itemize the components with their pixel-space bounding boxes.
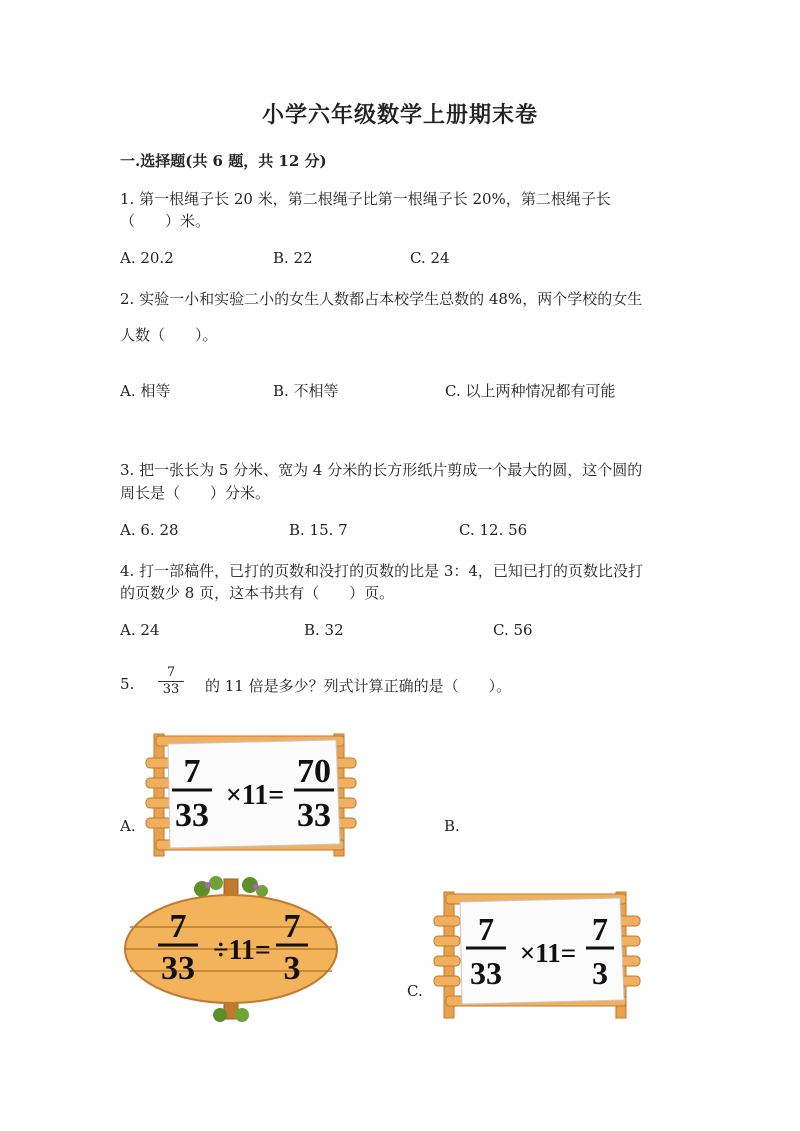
question-3-option-b[interactable]: B. 15. 7	[289, 521, 348, 539]
sign-c-denominator-1: 33	[470, 955, 502, 991]
sign-b-numerator-2: 7	[283, 908, 301, 945]
sign-c-operator: ×11=	[519, 938, 577, 968]
question-4-line-1: 4. 打一部稿件，已打的页数和没打的页数的比是 3：4，已知已打的页数比没打	[120, 562, 643, 580]
question-2-line-1: 2. 实验一小和实验二小的女生人数都占本校学生总数的 48%，两个学校的女生	[120, 290, 643, 308]
question-4-option-a[interactable]: A. 24	[120, 621, 160, 639]
question-1-line-2: （ ）米。	[120, 212, 211, 230]
sign-b-denominator-2: 3	[283, 950, 301, 987]
question-4-line-2: 的页数少 8 页，这本书共有（ ）页。	[120, 584, 395, 602]
fraction-numerator: 7	[158, 665, 184, 682]
question-5-option-a[interactable]: A.	[120, 817, 136, 835]
section-heading: 一.选择题(共 6 题，共 12 分)	[120, 152, 327, 170]
option-a-sign-image	[140, 728, 364, 858]
option-c-sign-image	[430, 888, 644, 1020]
sign-c-numerator-1: 7	[478, 911, 494, 947]
question-2-line-2: 人数（ ）。	[120, 326, 218, 344]
question-1-option-b[interactable]: B. 22	[273, 249, 313, 267]
question-5-number: 5.	[120, 675, 135, 693]
question-5-option-c[interactable]: C.	[407, 982, 423, 1000]
option-b-sign-image	[120, 875, 344, 1023]
question-3-line-2: 周长是（ ）分米。	[120, 484, 271, 502]
question-4-option-b[interactable]: B. 32	[304, 621, 344, 639]
sign-a-operator: ×11=	[225, 780, 285, 811]
sign-b-numerator-1: 7	[169, 908, 187, 945]
sign-c-denominator-2: 3	[592, 955, 608, 991]
question-2-option-b[interactable]: B. 不相等	[273, 382, 339, 400]
question-3-option-c[interactable]: C. 12. 56	[459, 521, 528, 539]
sign-a-numerator-1: 7	[183, 753, 201, 790]
question-3-line-1: 3. 把一张长为 5 分米、宽为 4 分米的长方形纸片剪成一个最大的圆，这个圆的	[120, 461, 643, 479]
question-2-option-c[interactable]: C. 以上两种情况都有可能	[445, 382, 616, 400]
question-1-option-c[interactable]: C. 24	[410, 249, 450, 267]
sign-b-operator: ÷11=	[213, 935, 271, 966]
fraction-denominator: 33	[162, 682, 180, 697]
sign-a-denominator-1: 33	[175, 797, 209, 834]
sign-b-denominator-1: 33	[161, 950, 195, 987]
question-5-option-b[interactable]: B.	[444, 817, 460, 835]
question-1-option-a[interactable]: A. 20.2	[120, 249, 174, 267]
question-2-option-a[interactable]: A. 相等	[120, 382, 171, 400]
page-title: 小学六年级数学上册期末卷	[261, 102, 538, 128]
question-3-option-a[interactable]: A. 6. 28	[120, 521, 179, 539]
sign-c-numerator-2: 7	[592, 911, 608, 947]
question-5-fraction	[158, 665, 184, 698]
sign-a-denominator-2: 33	[297, 797, 331, 834]
question-4-option-c[interactable]: C. 56	[493, 621, 533, 639]
question-1-line-1: 1. 第一根绳子长 20 米，第二根绳子比第一根绳子长 20%，第二根绳子长	[120, 190, 611, 208]
sign-a-numerator-2: 70	[297, 753, 331, 790]
question-5-text: 的 11 倍是多少？列式计算正确的是（ ）。	[205, 677, 512, 695]
